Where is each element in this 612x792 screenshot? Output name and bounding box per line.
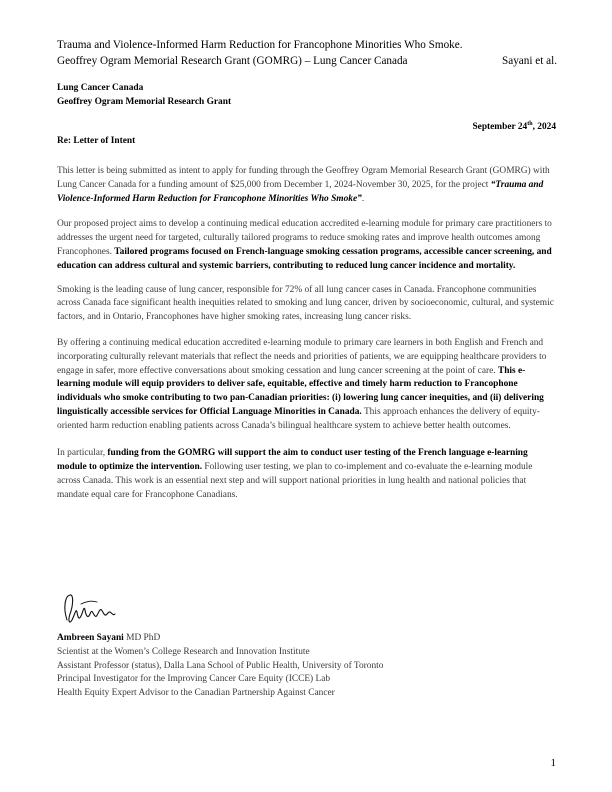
p2-bold: Tailored programs focused on French-language smoking cessation programs, accessible cancer screening, and education can address cultural and systemic barriers, contributing to reduced lung cancer incidence and mortality. — [57, 246, 552, 271]
p2-text: Our proposed project aims to develop a continuing medical education accredited e-learning module for primary care practitioners to addresses the urgent need for targeted, culturally tailored programs to reduce smoking rates and improve health outcomes among Francophones. — [57, 219, 552, 257]
paragraph-funding-use — [57, 447, 557, 502]
p4-end: This approach enhances the delivery of equity-oriented harm reduction enabling patients across Canada’s bilingual healthcare system to achieve better health outcomes. — [57, 406, 540, 431]
signer-title-4: Health Equity Expert Advisor to the Canadian Partnership Against Cancer — [57, 688, 335, 699]
p4-bold: This e-learning module will equip providers to deliver safe, equitable, effective and timely harm reduction to Francophone individuals who smoke contributing to two pan-Canadian priorities: (i) lowering lung cancer inequities, and (ii) delivering linguistically accessible services for Official Language Minorities in Canada. — [57, 365, 544, 417]
header-title: Trauma and Violence-Informed Harm Reduction for Francophone Minorities Who Smoke. — [57, 39, 463, 51]
signer-line — [57, 632, 383, 646]
p5-bold: funding from the GOMRG will support the aim to conduct user testing of the French language e-learning module to optimize the intervention. — [57, 448, 528, 473]
paragraph-intent — [57, 165, 557, 206]
header-grant-line — [57, 54, 557, 70]
p3-text: Smoking is the leading cause of lung cancer, responsible for 72% of all lung cancer cases in Canada. Francophone communities across Canada face significant health inequities related to smoking and lung cancer, driven by socioeconomic, cultural, and systemic factors, and in Ontario, Francophones have higher smoking rates, increasing lung cancer risks. — [57, 284, 554, 323]
signer-name: Ambreen Sayani — [57, 633, 124, 643]
recipient-block — [57, 82, 231, 109]
paragraph-approach — [57, 337, 557, 434]
signature-block — [57, 632, 383, 701]
page-number: 1 — [550, 757, 556, 769]
signer-title-3: Principal Investigator for the Improving Cancer Care Equity (ICCE) Lab — [57, 674, 331, 685]
header-authors: Sayani et al. — [502, 54, 557, 67]
recipient-grant: Geoffrey Ogram Memorial Research Grant — [57, 96, 232, 107]
date-suffix: th — [527, 120, 533, 127]
letter-subject: Re: Letter of Intent — [57, 136, 136, 146]
letter-body — [57, 165, 557, 516]
p1-end: . — [361, 193, 365, 204]
p1-project-title: “Trauma and Violence-Informed Harm Reduction for Francophone Minorities Who Smoke” — [57, 179, 544, 204]
paragraph-background — [57, 284, 557, 325]
p5-text: In particular, — [57, 448, 108, 459]
p5-end: Following user testing, we plan to co-implement and co-evaluate the e-learning module across Canada. This work is an essential next step and will support national priorities in lung health and national policies that mandate equal care for Francophone Canadians. — [57, 462, 533, 500]
date-month-day: September 24 — [472, 122, 528, 132]
recipient-organization: Lung Cancer Canada — [57, 83, 144, 93]
p4-text: By offering a continuing medical education accredited e-learning module to primary care learners in both English and French and incorporating culturally relevant materials that reflect the needs and priorities of patients, we are equipping healthcare providers to engage in safer, more effective conversations about smoking cessation and lung cancer screening at the point of care. — [57, 337, 547, 376]
signer-credentials: MD PhD — [123, 633, 161, 643]
page-header — [57, 38, 557, 69]
header-grant: Geoffrey Ogram Memorial Research Grant (GOMRG) – Lung Cancer Canada — [57, 54, 408, 67]
p1-text: This letter is being submitted as intent to apply for funding through the Geoffrey Ogram Memorial Research Grant (GOMRG) with Lung Cancer Canada for a funding amount of $25,000 from December 1, 2024-November 30, 2025, for the project — [57, 166, 550, 190]
handwritten-signature — [57, 590, 121, 630]
paragraph-aims — [57, 218, 557, 273]
signer-title-1: Scientist at the Women’s College Research and Innovation Institute — [57, 646, 310, 657]
signer-title-2: Assistant Professor (status), Dalla Lana School of Public Health, University of Toronto — [57, 660, 384, 671]
letter-date — [472, 122, 556, 132]
date-year: , 2024 — [532, 122, 556, 132]
